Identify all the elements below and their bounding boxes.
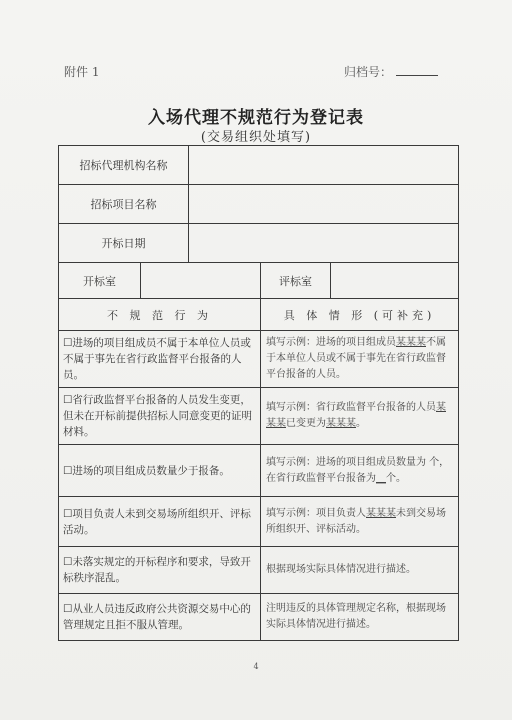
- behavior-column-header: 不 规 范 行 为: [59, 299, 261, 331]
- behavior-description: ☐从业人员违反政府公共资源交易中心的管理规定且拒不服从管理。: [59, 594, 261, 641]
- behavior-detail: 填写示例：省行政监督平台报备的人员某某某已变更为某某某。: [261, 388, 459, 445]
- archive-number-blank: [396, 65, 438, 76]
- agency-name-value: [189, 146, 459, 185]
- behavior-row: [59, 594, 459, 641]
- behavior-row: [59, 388, 459, 445]
- behavior-detail: 填写示例：进场的项目组成员某某某不属于本单位人员或不属于事先在省行政监督平台报备的人员。: [261, 331, 459, 388]
- behavior-detail: 填写示例：项目负责人某某某未到交易场所组织开、评标活动。: [261, 497, 459, 547]
- opening-date-label: 开标日期: [59, 224, 189, 263]
- behavior-description: ☐进场的项目组成员不属于本单位人员或不属于事先在省行政监督平台报备的人员。: [59, 331, 261, 388]
- page-number: 4: [253, 662, 259, 671]
- form-header-row: [59, 299, 459, 331]
- details-column-header: 具 体 情 形 (可补充): [261, 299, 459, 331]
- archive-number-label: 归档号：: [343, 65, 392, 79]
- behavior-detail: 填写示例：进场的项目组成员数量为 个，在省行政监督平台报备为__个。: [261, 445, 459, 497]
- review-room-label: 评标室: [261, 263, 331, 299]
- form-row-date: [59, 224, 459, 263]
- behavior-row: [59, 497, 459, 547]
- behavior-row: [59, 547, 459, 594]
- registration-form-table: [58, 145, 459, 641]
- behavior-detail: 注明违反的具体管理规定名称，根据现场实际具体情况进行描述。: [261, 594, 459, 641]
- project-name-value: [189, 185, 459, 224]
- behavior-row: [59, 331, 459, 388]
- agency-name-label: 招标代理机构名称: [59, 146, 189, 185]
- archive-number: [344, 63, 438, 80]
- review-room-value: [331, 263, 459, 299]
- form-row-rooms: [59, 263, 459, 299]
- behavior-description: ☐省行政监督平台报备的人员发生变更，但未在开标前提供招标人同意变更的证明材料。: [59, 388, 261, 445]
- opening-date-value: [189, 224, 459, 263]
- behavior-detail: 根据现场实际具体情况进行描述。: [261, 547, 459, 594]
- behavior-description: ☐未落实规定的开标程序和要求，导致开标秩序混乱。: [59, 547, 261, 594]
- form-row-agency: [59, 146, 459, 185]
- behavior-row: [59, 445, 459, 497]
- page-subtitle: (交易组织处填写): [200, 130, 312, 145]
- opening-room-value: [141, 263, 261, 299]
- project-name-label: 招标项目名称: [59, 185, 189, 224]
- page-title: 入场代理不规范行为登记表: [148, 108, 364, 128]
- behavior-description: ☐项目负责人未到交易场所组织开、评标活动。: [59, 497, 261, 547]
- form-row-project: [59, 185, 459, 224]
- attachment-label: 附件 1: [64, 65, 100, 79]
- opening-room-label: 开标室: [59, 263, 141, 299]
- behavior-description: ☐进场的项目组成员数量少于报备。: [59, 445, 261, 497]
